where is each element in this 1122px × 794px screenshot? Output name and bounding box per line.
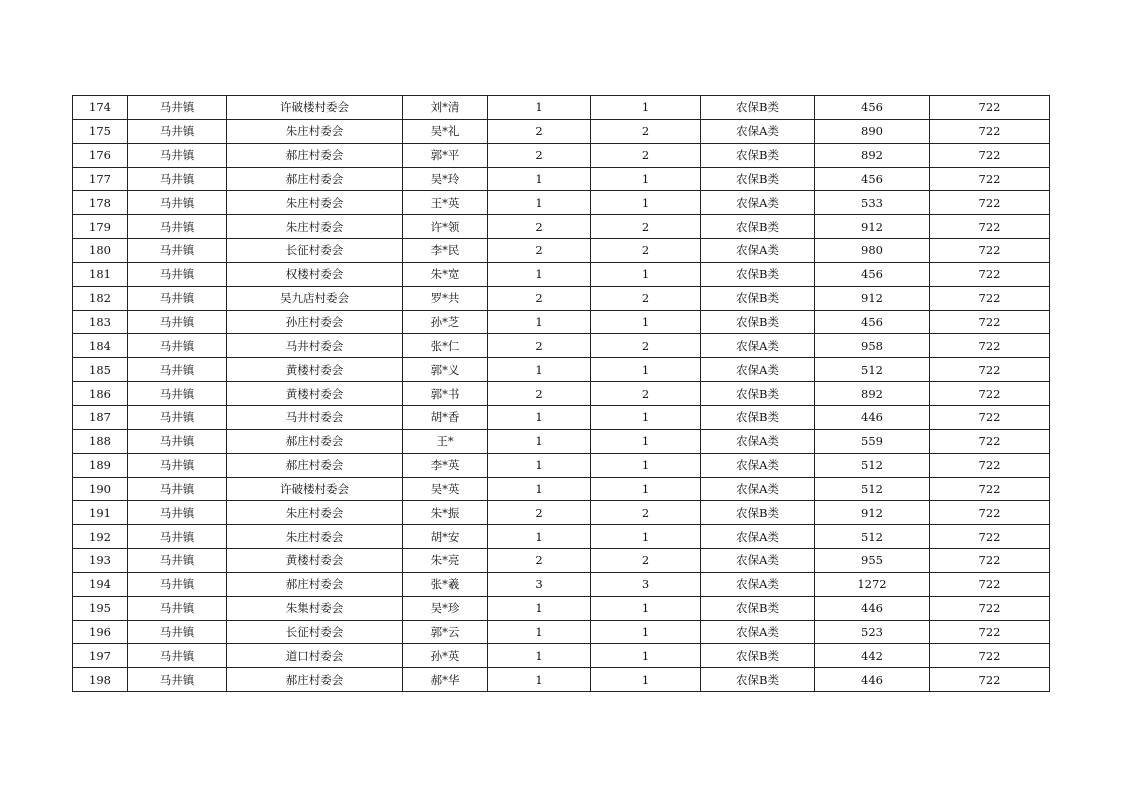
insurance-type-cell: 农保A类: [701, 334, 815, 358]
amount-cell: 442: [815, 644, 930, 668]
village-committee-cell: 黄楼村委会: [227, 382, 403, 406]
village-committee-cell: 马井村委会: [227, 334, 403, 358]
person-count-cell: 1: [591, 191, 701, 215]
town-cell: 马井镇: [128, 572, 227, 596]
insurance-type-cell: 农保B类: [701, 382, 815, 406]
table-row: [73, 525, 1050, 549]
row-number-cell: 179: [73, 215, 128, 239]
standard-cell: 722: [930, 644, 1050, 668]
town-cell: 马井镇: [128, 477, 227, 501]
town-cell: 马井镇: [128, 334, 227, 358]
person-count-cell: 2: [591, 119, 701, 143]
town-cell: 马井镇: [128, 143, 227, 167]
insurance-type-cell: 农保B类: [701, 96, 815, 120]
person-count-cell: 2: [591, 549, 701, 573]
name-cell: 孙*英: [403, 644, 488, 668]
person-count-cell: 1: [591, 525, 701, 549]
insurance-type-cell: 农保A类: [701, 477, 815, 501]
town-cell: 马井镇: [128, 501, 227, 525]
person-count-cell: 1: [591, 310, 701, 334]
insurance-type-cell: 农保B类: [701, 596, 815, 620]
table-row: [73, 358, 1050, 382]
insurance-type-cell: 农保B类: [701, 405, 815, 429]
town-cell: 马井镇: [128, 262, 227, 286]
amount-cell: 912: [815, 286, 930, 310]
town-cell: 马井镇: [128, 453, 227, 477]
table-row: [73, 405, 1050, 429]
person-count-cell: 1: [591, 405, 701, 429]
standard-cell: 722: [930, 215, 1050, 239]
standard-cell: 722: [930, 310, 1050, 334]
amount-cell: 446: [815, 596, 930, 620]
amount-cell: 912: [815, 501, 930, 525]
amount-cell: 512: [815, 358, 930, 382]
amount-cell: 456: [815, 167, 930, 191]
household-count-cell: 1: [488, 262, 591, 286]
person-count-cell: 2: [591, 286, 701, 310]
town-cell: 马井镇: [128, 429, 227, 453]
town-cell: 马井镇: [128, 382, 227, 406]
name-cell: 罗*共: [403, 286, 488, 310]
town-cell: 马井镇: [128, 239, 227, 263]
standard-cell: 722: [930, 405, 1050, 429]
insurance-type-cell: 农保B类: [701, 668, 815, 692]
name-cell: 吴*珍: [403, 596, 488, 620]
insurance-type-cell: 农保A类: [701, 620, 815, 644]
name-cell: 张*羲: [403, 572, 488, 596]
person-count-cell: 1: [591, 167, 701, 191]
amount-cell: 446: [815, 405, 930, 429]
table-row: [73, 286, 1050, 310]
person-count-cell: 2: [591, 382, 701, 406]
row-number-cell: 181: [73, 262, 128, 286]
village-committee-cell: 黄楼村委会: [227, 549, 403, 573]
person-count-cell: 1: [591, 262, 701, 286]
person-count-cell: 1: [591, 358, 701, 382]
insurance-type-cell: 农保A类: [701, 191, 815, 215]
household-count-cell: 1: [488, 405, 591, 429]
table-row: [73, 143, 1050, 167]
table-row: [73, 453, 1050, 477]
town-cell: 马井镇: [128, 96, 227, 120]
standard-cell: 722: [930, 262, 1050, 286]
name-cell: 孙*芝: [403, 310, 488, 334]
table-row: [73, 334, 1050, 358]
insurance-type-cell: 农保A类: [701, 429, 815, 453]
insurance-type-cell: 农保B类: [701, 167, 815, 191]
amount-cell: 955: [815, 549, 930, 573]
row-number-cell: 195: [73, 596, 128, 620]
row-number-cell: 194: [73, 572, 128, 596]
insurance-type-cell: 农保B类: [701, 143, 815, 167]
table-row: [73, 549, 1050, 573]
person-count-cell: 1: [591, 620, 701, 644]
row-number-cell: 196: [73, 620, 128, 644]
insurance-type-cell: 农保A类: [701, 525, 815, 549]
person-count-cell: 1: [591, 477, 701, 501]
person-count-cell: 1: [591, 96, 701, 120]
name-cell: 胡*安: [403, 525, 488, 549]
row-number-cell: 192: [73, 525, 128, 549]
amount-cell: 892: [815, 382, 930, 406]
row-number-cell: 198: [73, 668, 128, 692]
town-cell: 马井镇: [128, 525, 227, 549]
table-row: [73, 167, 1050, 191]
table-row: [73, 596, 1050, 620]
table-row: [73, 501, 1050, 525]
table-row: [73, 477, 1050, 501]
standard-cell: 722: [930, 119, 1050, 143]
name-cell: 许*领: [403, 215, 488, 239]
insurance-type-cell: 农保A类: [701, 549, 815, 573]
amount-cell: 523: [815, 620, 930, 644]
amount-cell: 512: [815, 477, 930, 501]
table-body: [73, 96, 1050, 692]
town-cell: 马井镇: [128, 549, 227, 573]
name-cell: 朱*亮: [403, 549, 488, 573]
amount-cell: 512: [815, 525, 930, 549]
name-cell: 郭*书: [403, 382, 488, 406]
village-committee-cell: 郝庄村委会: [227, 143, 403, 167]
town-cell: 马井镇: [128, 644, 227, 668]
household-count-cell: 1: [488, 429, 591, 453]
standard-cell: 722: [930, 286, 1050, 310]
name-cell: 郭*云: [403, 620, 488, 644]
household-count-cell: 2: [488, 215, 591, 239]
row-number-cell: 177: [73, 167, 128, 191]
person-count-cell: 2: [591, 239, 701, 263]
amount-cell: 980: [815, 239, 930, 263]
household-count-cell: 1: [488, 620, 591, 644]
standard-cell: 722: [930, 501, 1050, 525]
name-cell: 朱*宽: [403, 262, 488, 286]
household-count-cell: 1: [488, 596, 591, 620]
name-cell: 吴*英: [403, 477, 488, 501]
town-cell: 马井镇: [128, 668, 227, 692]
row-number-cell: 182: [73, 286, 128, 310]
row-number-cell: 178: [73, 191, 128, 215]
standard-cell: 722: [930, 620, 1050, 644]
person-count-cell: 1: [591, 596, 701, 620]
person-count-cell: 1: [591, 668, 701, 692]
village-committee-cell: 朱庄村委会: [227, 119, 403, 143]
table-row: [73, 215, 1050, 239]
amount-cell: 512: [815, 453, 930, 477]
town-cell: 马井镇: [128, 620, 227, 644]
village-committee-cell: 道口村委会: [227, 644, 403, 668]
household-count-cell: 1: [488, 453, 591, 477]
data-table: [72, 95, 1050, 692]
village-committee-cell: 许破楼村委会: [227, 96, 403, 120]
standard-cell: 722: [930, 429, 1050, 453]
standard-cell: 722: [930, 96, 1050, 120]
person-count-cell: 1: [591, 453, 701, 477]
village-committee-cell: 朱庄村委会: [227, 525, 403, 549]
town-cell: 马井镇: [128, 215, 227, 239]
amount-cell: 456: [815, 96, 930, 120]
row-number-cell: 174: [73, 96, 128, 120]
name-cell: 吴*玲: [403, 167, 488, 191]
amount-cell: 456: [815, 262, 930, 286]
insurance-type-cell: 农保B类: [701, 501, 815, 525]
row-number-cell: 186: [73, 382, 128, 406]
insurance-type-cell: 农保B类: [701, 286, 815, 310]
town-cell: 马井镇: [128, 596, 227, 620]
name-cell: 张*仁: [403, 334, 488, 358]
household-count-cell: 1: [488, 96, 591, 120]
table-row: [73, 191, 1050, 215]
town-cell: 马井镇: [128, 405, 227, 429]
household-count-cell: 1: [488, 525, 591, 549]
town-cell: 马井镇: [128, 286, 227, 310]
name-cell: 刘*清: [403, 96, 488, 120]
household-count-cell: 1: [488, 167, 591, 191]
standard-cell: 722: [930, 358, 1050, 382]
table-row: [73, 620, 1050, 644]
name-cell: 郭*义: [403, 358, 488, 382]
household-count-cell: 1: [488, 668, 591, 692]
insurance-type-cell: 农保B类: [701, 262, 815, 286]
standard-cell: 722: [930, 596, 1050, 620]
person-count-cell: 1: [591, 429, 701, 453]
amount-cell: 533: [815, 191, 930, 215]
village-committee-cell: 朱庄村委会: [227, 191, 403, 215]
person-count-cell: 3: [591, 572, 701, 596]
village-committee-cell: 吴九店村委会: [227, 286, 403, 310]
standard-cell: 722: [930, 668, 1050, 692]
household-count-cell: 1: [488, 310, 591, 334]
name-cell: 王*英: [403, 191, 488, 215]
village-committee-cell: 朱庄村委会: [227, 215, 403, 239]
standard-cell: 722: [930, 525, 1050, 549]
insurance-type-cell: 农保A类: [701, 119, 815, 143]
name-cell: 朱*振: [403, 501, 488, 525]
household-count-cell: 1: [488, 477, 591, 501]
table-row: [73, 429, 1050, 453]
amount-cell: 912: [815, 215, 930, 239]
town-cell: 马井镇: [128, 358, 227, 382]
household-count-cell: 1: [488, 644, 591, 668]
village-committee-cell: 许破楼村委会: [227, 477, 403, 501]
name-cell: 胡*香: [403, 405, 488, 429]
village-committee-cell: 郝庄村委会: [227, 572, 403, 596]
town-cell: 马井镇: [128, 191, 227, 215]
name-cell: 李*英: [403, 453, 488, 477]
village-committee-cell: 权楼村委会: [227, 262, 403, 286]
household-count-cell: 1: [488, 358, 591, 382]
row-number-cell: 175: [73, 119, 128, 143]
standard-cell: 722: [930, 549, 1050, 573]
row-number-cell: 190: [73, 477, 128, 501]
table-row: [73, 96, 1050, 120]
person-count-cell: 2: [591, 501, 701, 525]
village-committee-cell: 长征村委会: [227, 620, 403, 644]
amount-cell: 456: [815, 310, 930, 334]
insurance-type-cell: 农保B类: [701, 215, 815, 239]
row-number-cell: 180: [73, 239, 128, 263]
table-row: [73, 668, 1050, 692]
village-committee-cell: 郝庄村委会: [227, 167, 403, 191]
standard-cell: 722: [930, 143, 1050, 167]
table-row: [73, 119, 1050, 143]
village-committee-cell: 郝庄村委会: [227, 453, 403, 477]
standard-cell: 722: [930, 572, 1050, 596]
name-cell: 郭*平: [403, 143, 488, 167]
household-count-cell: 2: [488, 501, 591, 525]
household-count-cell: 2: [488, 143, 591, 167]
row-number-cell: 176: [73, 143, 128, 167]
village-committee-cell: 孙庄村委会: [227, 310, 403, 334]
insurance-type-cell: 农保A类: [701, 572, 815, 596]
row-number-cell: 191: [73, 501, 128, 525]
amount-cell: 890: [815, 119, 930, 143]
amount-cell: 958: [815, 334, 930, 358]
insurance-type-cell: 农保A类: [701, 358, 815, 382]
village-committee-cell: 黄楼村委会: [227, 358, 403, 382]
standard-cell: 722: [930, 334, 1050, 358]
village-committee-cell: 马井村委会: [227, 405, 403, 429]
amount-cell: 559: [815, 429, 930, 453]
household-count-cell: 2: [488, 382, 591, 406]
standard-cell: 722: [930, 239, 1050, 263]
household-count-cell: 1: [488, 191, 591, 215]
insurance-type-cell: 农保B类: [701, 310, 815, 334]
insurance-type-cell: 农保A类: [701, 239, 815, 263]
insurance-type-cell: 农保B类: [701, 644, 815, 668]
name-cell: 郝*华: [403, 668, 488, 692]
row-number-cell: 184: [73, 334, 128, 358]
name-cell: 王*: [403, 429, 488, 453]
table-row: [73, 572, 1050, 596]
table-row: [73, 262, 1050, 286]
standard-cell: 722: [930, 453, 1050, 477]
person-count-cell: 2: [591, 143, 701, 167]
standard-cell: 722: [930, 191, 1050, 215]
table-row: [73, 239, 1050, 263]
standard-cell: 722: [930, 167, 1050, 191]
village-committee-cell: 朱庄村委会: [227, 501, 403, 525]
row-number-cell: 185: [73, 358, 128, 382]
household-count-cell: 2: [488, 286, 591, 310]
insurance-type-cell: 农保A类: [701, 453, 815, 477]
town-cell: 马井镇: [128, 119, 227, 143]
row-number-cell: 193: [73, 549, 128, 573]
table-row: [73, 310, 1050, 334]
amount-cell: 1272: [815, 572, 930, 596]
row-number-cell: 188: [73, 429, 128, 453]
household-count-cell: 2: [488, 334, 591, 358]
town-cell: 马井镇: [128, 167, 227, 191]
town-cell: 马井镇: [128, 310, 227, 334]
village-committee-cell: 朱集村委会: [227, 596, 403, 620]
amount-cell: 892: [815, 143, 930, 167]
amount-cell: 446: [815, 668, 930, 692]
row-number-cell: 183: [73, 310, 128, 334]
standard-cell: 722: [930, 382, 1050, 406]
person-count-cell: 2: [591, 334, 701, 358]
person-count-cell: 1: [591, 644, 701, 668]
row-number-cell: 197: [73, 644, 128, 668]
household-count-cell: 3: [488, 572, 591, 596]
row-number-cell: 189: [73, 453, 128, 477]
village-committee-cell: 郝庄村委会: [227, 429, 403, 453]
name-cell: 吴*礼: [403, 119, 488, 143]
household-count-cell: 2: [488, 119, 591, 143]
person-count-cell: 2: [591, 215, 701, 239]
name-cell: 李*民: [403, 239, 488, 263]
household-count-cell: 2: [488, 239, 591, 263]
household-count-cell: 2: [488, 549, 591, 573]
table-row: [73, 644, 1050, 668]
table-row: [73, 382, 1050, 406]
row-number-cell: 187: [73, 405, 128, 429]
village-committee-cell: 长征村委会: [227, 239, 403, 263]
village-committee-cell: 郝庄村委会: [227, 668, 403, 692]
standard-cell: 722: [930, 477, 1050, 501]
